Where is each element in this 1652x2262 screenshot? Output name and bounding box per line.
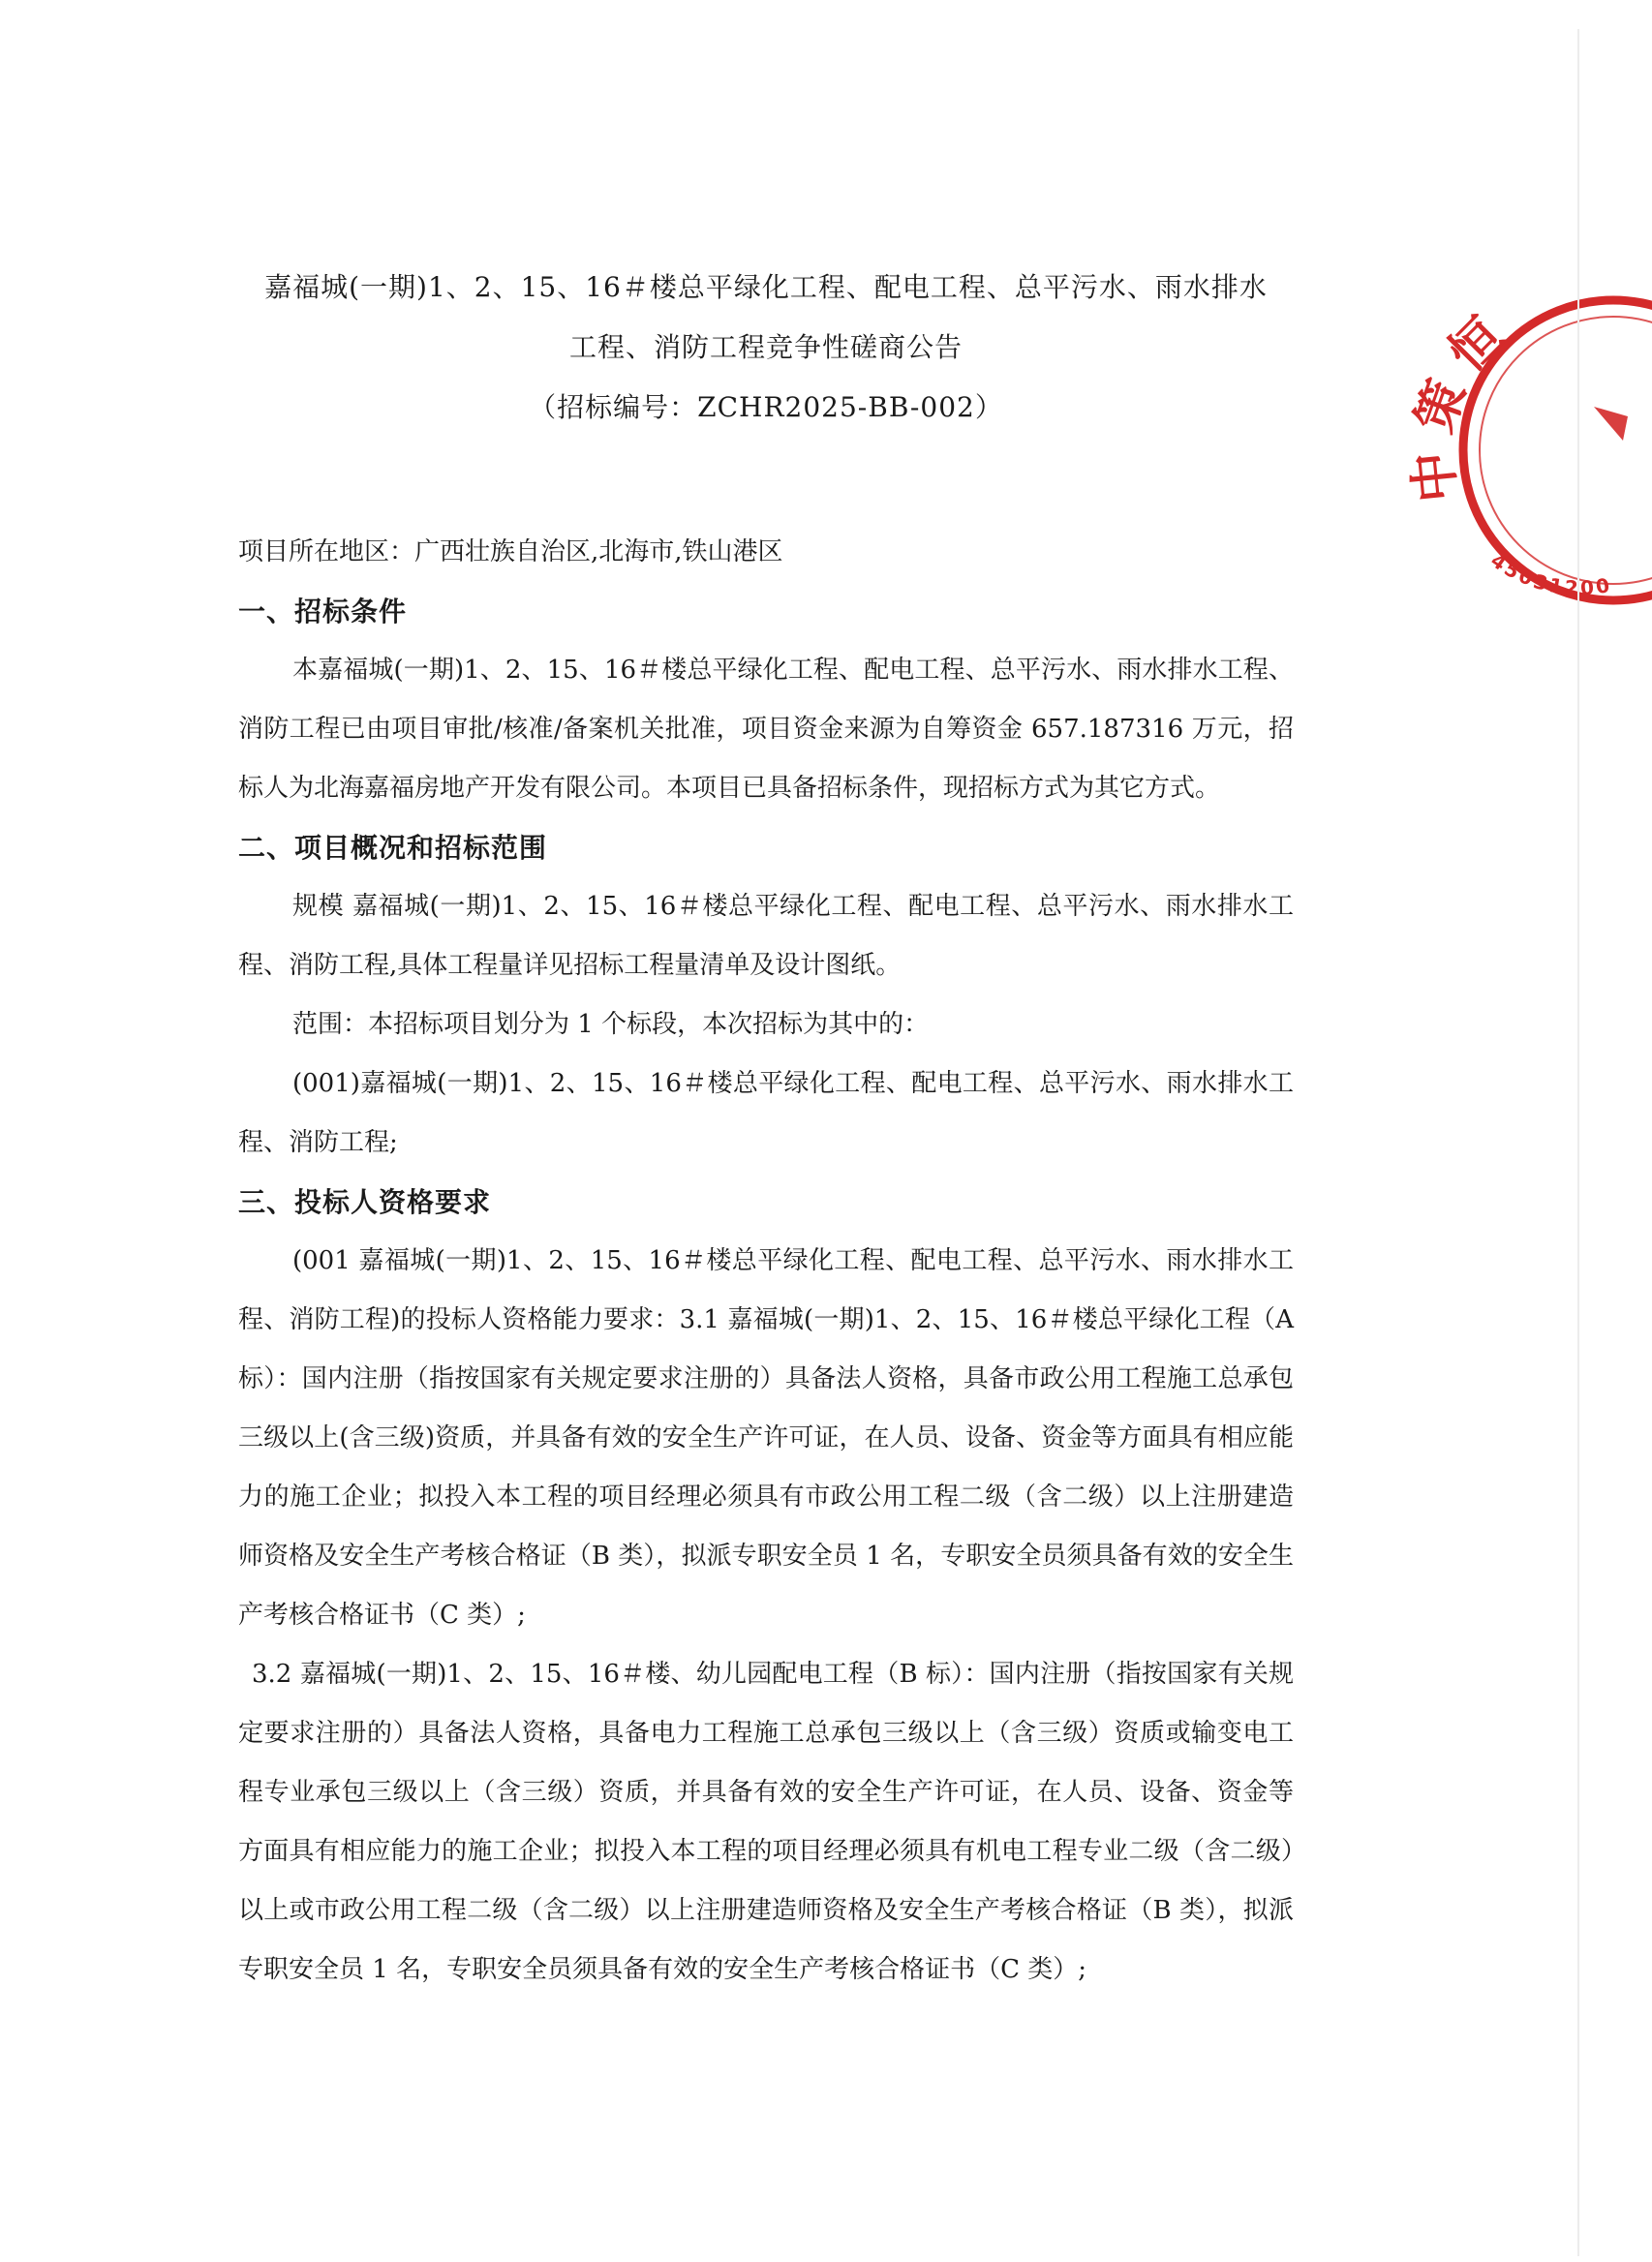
section-1-paragraph: 本嘉福城(一期)1、2、15、16＃楼总平绿化工程、配电工程、总平污水、雨水排水工程、消防工程已由项目审批/核准/备案机关批准，项目资金来源为自筹资金 657.187316 万元，招标人为北海嘉福房地产开发有限公司。本项目已具备招标条件，现招标方式为其它方式。 bbox=[238, 656, 1294, 803]
title-line-3: （招标编号：ZCHR2025-BB-002） bbox=[529, 391, 1003, 423]
project-location: 项目所在地区：广西壮族自治区,北海市,铁山港区 bbox=[238, 537, 783, 566]
section-2-scale: 规模 嘉福城(一期)1、2、15、16＃楼总平绿化工程、配电工程、总平污水、雨水排水工程、消防工程,具体工程量详见招标工程量清单及设计图纸。 bbox=[238, 892, 1294, 980]
section-1-heading: 一、招标条件 bbox=[238, 596, 408, 627]
seal-number: 45031200 bbox=[1486, 548, 1614, 600]
scan-edge-line bbox=[1572, 29, 1579, 2256]
section-3-paragraph-2: 3.2 嘉福城(一期)1、2、15、16＃楼、幼儿园配电工程（B 标）：国内注册（指按国家有关规定要求注册的）具备法人资格，具备电力工程施工总承包三级以上（含三级）资质或输变电工程专业承包三级以上（含三级）资质，并具备有效的安全生产许可证，在人员、设备、资金等方面具有相应能力的施工企业；拟投入本工程的项目经理必须具有机电工程专业二级（含二级）以上或市政公用工程二级（含二级）以上注册建造师资格及安全生产考核合格证（B 类），拟派专职安全员 1 名，专职安全员须具备有效的安全生产考核合格证书（C 类）; bbox=[238, 1660, 1294, 1984]
section-2-heading: 二、项目概况和招标范围 bbox=[238, 832, 548, 864]
title-line-2: 工程、消防工程竞争性磋商公告 bbox=[568, 331, 963, 363]
section-2-lot: (001)嘉福城(一期)1、2、15、16＃楼总平绿化工程、配电工程、总平污水、雨水排水工程、消防工程; bbox=[238, 1069, 1294, 1157]
title-line-1: 嘉福城(一期)1、2、15、16＃楼总平绿化工程、配电工程、总平污水、雨水排水 bbox=[264, 271, 1268, 303]
document-body bbox=[238, 523, 1294, 2000]
section-2-scope: 范围：本招标项目划分为 1 个标段，本次招标为其中的： bbox=[292, 1010, 930, 1039]
section-3-paragraph-1: (001 嘉福城(一期)1、2、15、16＃楼总平绿化工程、配电工程、总平污水、雨水排水工程、消防工程)的投标人资格能力要求：3.1 嘉福城(一期)1、2、15、16＃楼总平绿化工程（A标）：国内注册（指按国家有关规定要求注册的）具备法人资格，具备市政公用工程施工总承包三级以上(含三级)资质，并具备有效的安全生产许可证，在人员、设备、资金等方面具有相应能力的施工企业；拟投入本工程的项目经理必须具有市政公用工程二级（含二级）以上注册建造师资格及安全生产考核合格证（B 类），拟派专职安全员 1 名，专职安全员须具备有效的安全生产考核合格证书（C 类）; bbox=[238, 1246, 1294, 1630]
seal-star-icon bbox=[1594, 407, 1628, 441]
company-seal bbox=[1402, 271, 1652, 600]
seal-text: 中策恒 bbox=[1402, 296, 1525, 505]
section-3-heading: 三、投标人资格要求 bbox=[238, 1186, 492, 1218]
document-title bbox=[238, 258, 1294, 438]
